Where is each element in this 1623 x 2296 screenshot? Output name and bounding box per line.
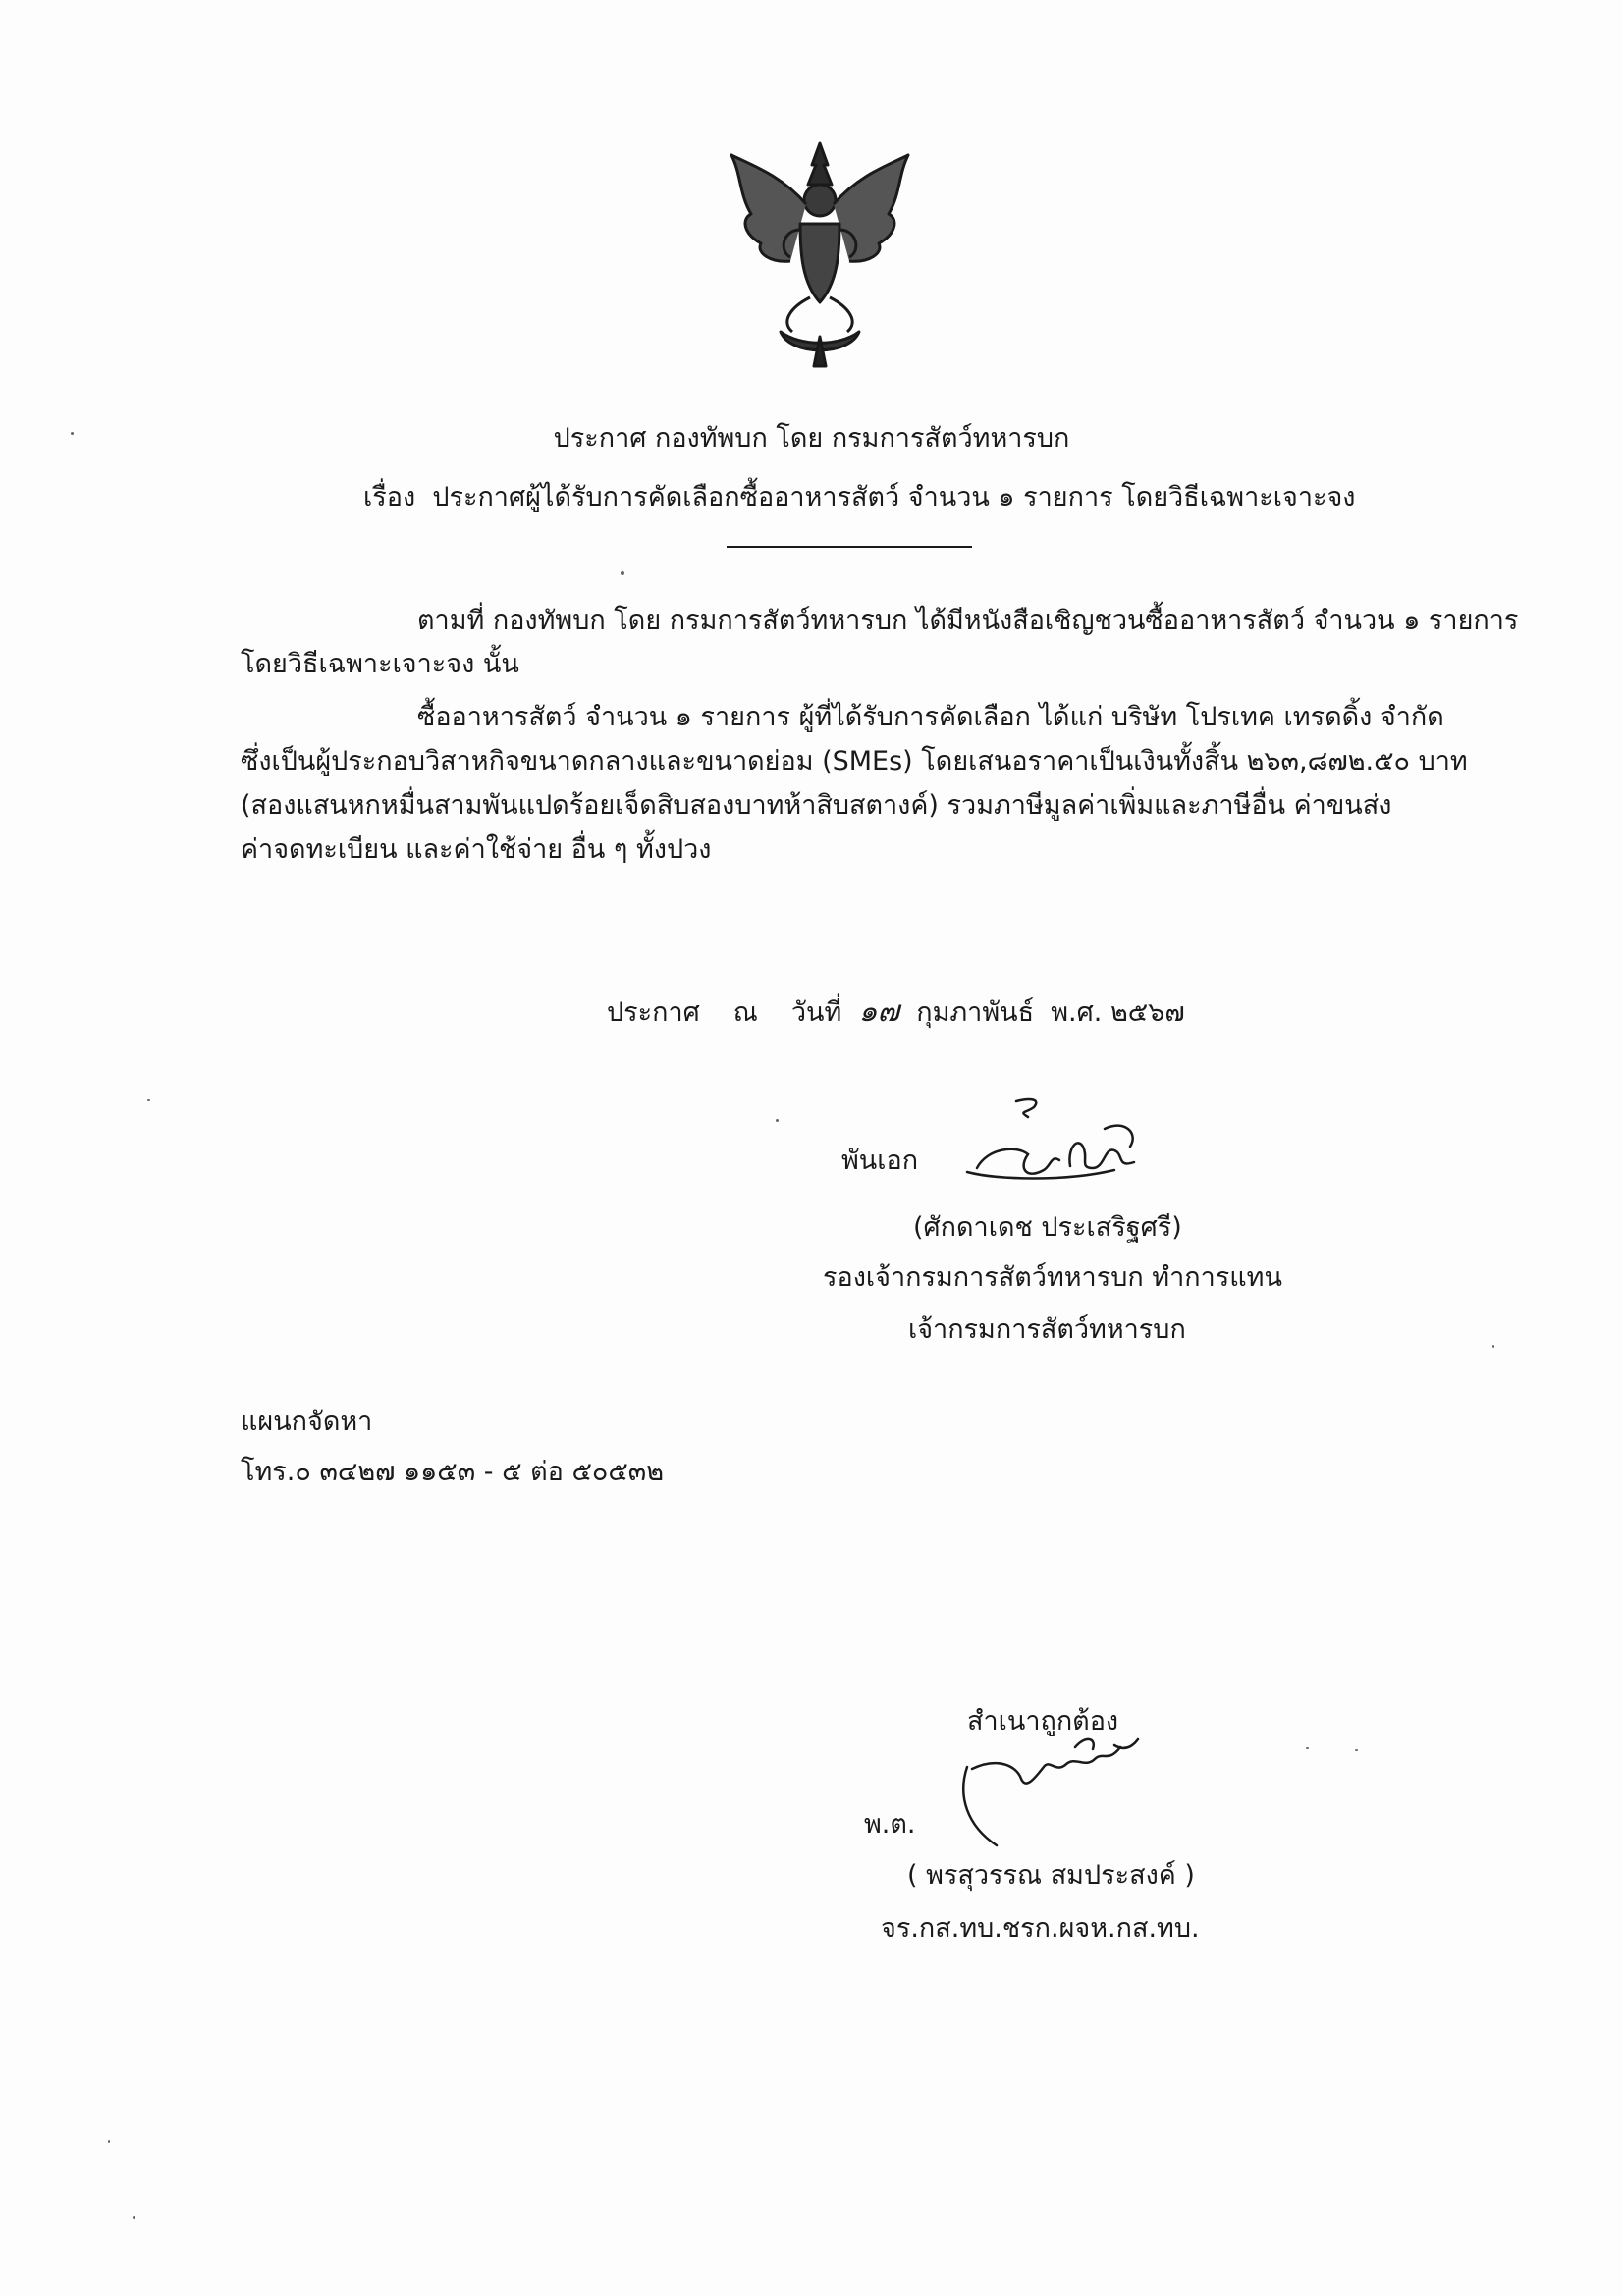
certifier-name: ( พรสุวรรณ สมประสงค์ ): [907, 1860, 1195, 1891]
certifier-position: จร.กส.ทบ.ชรก.ผจห.กส.ทบ.: [881, 1913, 1200, 1944]
date-era: พ.ศ.: [1051, 997, 1103, 1028]
subject-text: ประกาศผู้ได้รับการคัดเลือกซื้ออาหารสัตว์ จำนวน ๑ รายการ โดยวิธีเฉพาะเจาะจง: [432, 482, 1356, 512]
date-at: ณ: [732, 997, 758, 1028]
date-prefix: ประกาศ: [607, 997, 700, 1028]
scan-speck: [1492, 1345, 1494, 1348]
title-divider: [727, 546, 972, 548]
paragraph-1-line-2: โดยวิธีเฉพาะเจาะจง นั้น: [241, 649, 519, 679]
signature-1: [957, 1090, 1173, 1198]
paragraph-2-line-4: ค่าจดทะเบียน และค่าใช้จ่าย อื่น ๆ ทั้งปวง: [241, 834, 712, 865]
date-year: ๒๕๖๗: [1109, 997, 1185, 1028]
scan-speck: [133, 2216, 135, 2219]
scan-speck: [1306, 1747, 1309, 1749]
subject-label: เรื่อง: [363, 482, 416, 512]
subject-line: [363, 479, 1356, 516]
signature-2: [928, 1708, 1183, 1855]
scan-speck: [621, 571, 624, 575]
paragraph-2-line-1: ซื้ออาหารสัตว์ จำนวน ๑ รายการ ผู้ที่ได้รับการคัดเลือก ได้แก่ บริษัท โปรเทค เทรดดิ้ง จำกัด: [417, 702, 1444, 732]
scan-speck: [147, 1099, 150, 1101]
date-day: ๑๗: [858, 994, 900, 1029]
scan-speck: [776, 1119, 779, 1122]
certifier-rank: พ.ต.: [864, 1809, 916, 1840]
signatory-position-line-1: รองเจ้ากรมการสัตว์ทหารบก ทำการแทน: [823, 1262, 1282, 1293]
signatory-position-line-2: เจ้ากรมการสัตว์ทหารบก: [908, 1314, 1186, 1345]
paragraph-2-line-3: (สองแสนหกหมื่นสามพันแปดร้อยเจ็ดสิบสองบาทห้าสิบสตางค์) รวมภาษีมูลค่าเพิ่มและภาษีอื่น ค่าขนส่ง: [241, 790, 1392, 821]
scan-speck: [108, 2140, 110, 2143]
certified-copy-label: สำเนาถูกต้อง: [967, 1706, 1119, 1736]
document-title: ประกาศ กองทัพบก โดย กรมการสัตว์ทหารบก: [553, 423, 1070, 454]
contact-phone: โทร.๐ ๓๔๒๗ ๑๑๕๓ - ๕ ต่อ ๕๐๕๓๒: [241, 1457, 665, 1487]
date-month: กุมภาพันธ์: [916, 997, 1035, 1028]
paragraph-1-line-1: ตามที่ กองทัพบก โดย กรมการสัตว์ทหารบก ได้มีหนังสือเชิญชวนซื้ออาหารสัตว์ จำนวน ๑ รายการ: [417, 606, 1519, 636]
garuda-emblem-icon: [722, 135, 918, 371]
signatory-name: (ศักดาเดช ประเสริฐศรี): [913, 1212, 1182, 1243]
paragraph-2-line-2: ซึ่งเป็นผู้ประกอบวิสาหกิจขนาดกลางและขนาดย่อม (SMEs) โดยเสนอราคาเป็นเงินทั้งสิ้น ๒๖๓,๘๗๒.๕๐ บาท: [241, 746, 1468, 776]
signatory-rank: พันเอก: [841, 1146, 919, 1176]
contact-department: แผนกจัดหา: [241, 1407, 373, 1437]
date-day-label: วันที่: [790, 997, 842, 1028]
announcement-date: [607, 993, 1185, 1032]
scan-speck: [1355, 1749, 1358, 1751]
scan-speck: [71, 432, 74, 435]
